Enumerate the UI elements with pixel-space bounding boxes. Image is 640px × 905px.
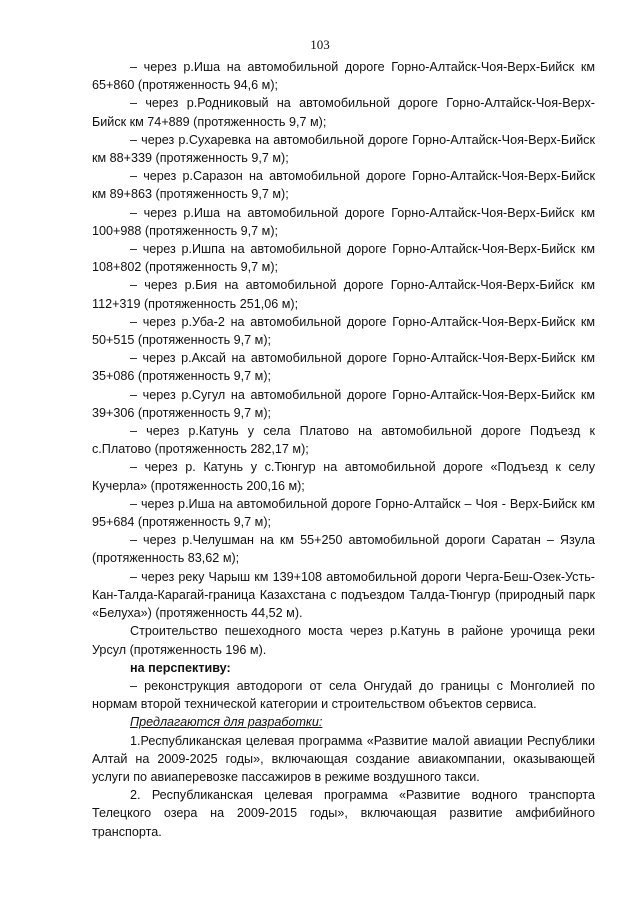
list-item: – через реку Чарыш км 139+108 автомобильной дороги Черга-Беш-Озек-Усть-Кан-Талда-Карагай-граница Казахстана с подъездом Талда-Тюнгур (природный парк «Белуха») (протяженность 44,52 м). (92, 569, 595, 621)
list-item: – через р.Уба-2 на автомобильной дороге Горно-Алтайск-Чоя-Верх-Бийск км 50+515 (протяженность 9,7 м); (92, 314, 595, 348)
perspective-heading: на перспективу: (130, 660, 231, 675)
list-item: – через р. Катунь у с.Тюнгур на автомобильной дороге «Подъезд к селу Кучерла» (протяженность 200,16 м); (92, 460, 595, 493)
list-item: – через р.Сухаревка на автомобильной дороге Горно-Алтайск-Чоя-Верх-Бийск км 88+339 (протяженность 9,7 м); (92, 132, 595, 166)
bridge-paragraph: Строительство пешеходного моста через р.Катунь в районе урочища реки Урсул (протяженность 196 м). (92, 624, 595, 657)
list-item: – через р.Иша на автомобильной дороге Горно-Алтайск-Чоя-Верх-Бийск км 100+988 (протяженность 9,7 м); (92, 205, 595, 238)
perspective-text: – реконструкция автодороги от села Онгудай до границы с Монголией по нормам второй технической категории и строительством объектов сервиса. (92, 678, 595, 712)
list-item: – через р.Сугул на автомобильной дороге Горно-Алтайск-Чоя-Верх-Бийск км 39+306 (протяженность 9,7 м); (92, 387, 595, 420)
list-item: – через р.Иша на автомобильной дороге Горно-Алтайск-Чоя-Верх-Бийск км 65+860 (протяженность 94,6 м); (92, 60, 595, 93)
list-item: – через р.Иша на автомобильной дороге Горно-Алтайск – Чоя - Верх-Бийск км 95+684 (протяженность 9,7 м); (92, 496, 595, 530)
list-item: – через р.Бия на автомобильной дороге Горно-Алтайск-Чоя-Верх-Бийск км 112+319 (протяженность 251,06 м); (92, 278, 595, 311)
proposed-item: 1.Республиканская целевая программа «Развитие малой авиации Республики Алтай на 2009-2025 годы», включающая создание авиакомпании, оказывающей услуги по авиаперевозке пассажиров в режиме воздушного такси. (92, 733, 595, 784)
list-item: – через р.Челушман на км 55+250 автомобильной дороги Саратан – Язула (протяженность 83,62 м); (92, 533, 595, 566)
proposed-heading: Предлагаются для разработки: (130, 715, 323, 730)
document-body (92, 58, 595, 841)
list-item: – через р.Ишпа на автомобильной дороге Горно-Алтайск-Чоя-Верх-Бийск км 108+802 (протяженность 9,7 м); (92, 242, 595, 275)
proposed-item: 2. Республиканская целевая программа «Развитие водного транспорта Телецкого озера на 2009-2015 годы», включающая развитие амфибийного транспорта. (92, 788, 595, 839)
list-item: – через р.Родниковый на автомобильной дороге Горно-Алтайск-Чоя-Верх-Бийск км 74+889 (протяженность 9,7 м); (92, 96, 595, 129)
list-item: – через р.Аксай на автомобильной дороге Горно-Алтайск-Чоя-Верх-Бийск км 35+086 (протяженность 9,7 м); (92, 351, 595, 384)
page-number: 103 (310, 37, 330, 52)
list-item: – через р.Саразон на автомобильной дороге Горно-Алтайск-Чоя-Верх-Бийск км 89+863 (протяженность 9,7 м); (92, 169, 595, 202)
list-item: – через р.Катунь у села Платово на автомобильной дороге Подъезд к с.Платово (протяженность 282,17 м); (92, 424, 595, 457)
